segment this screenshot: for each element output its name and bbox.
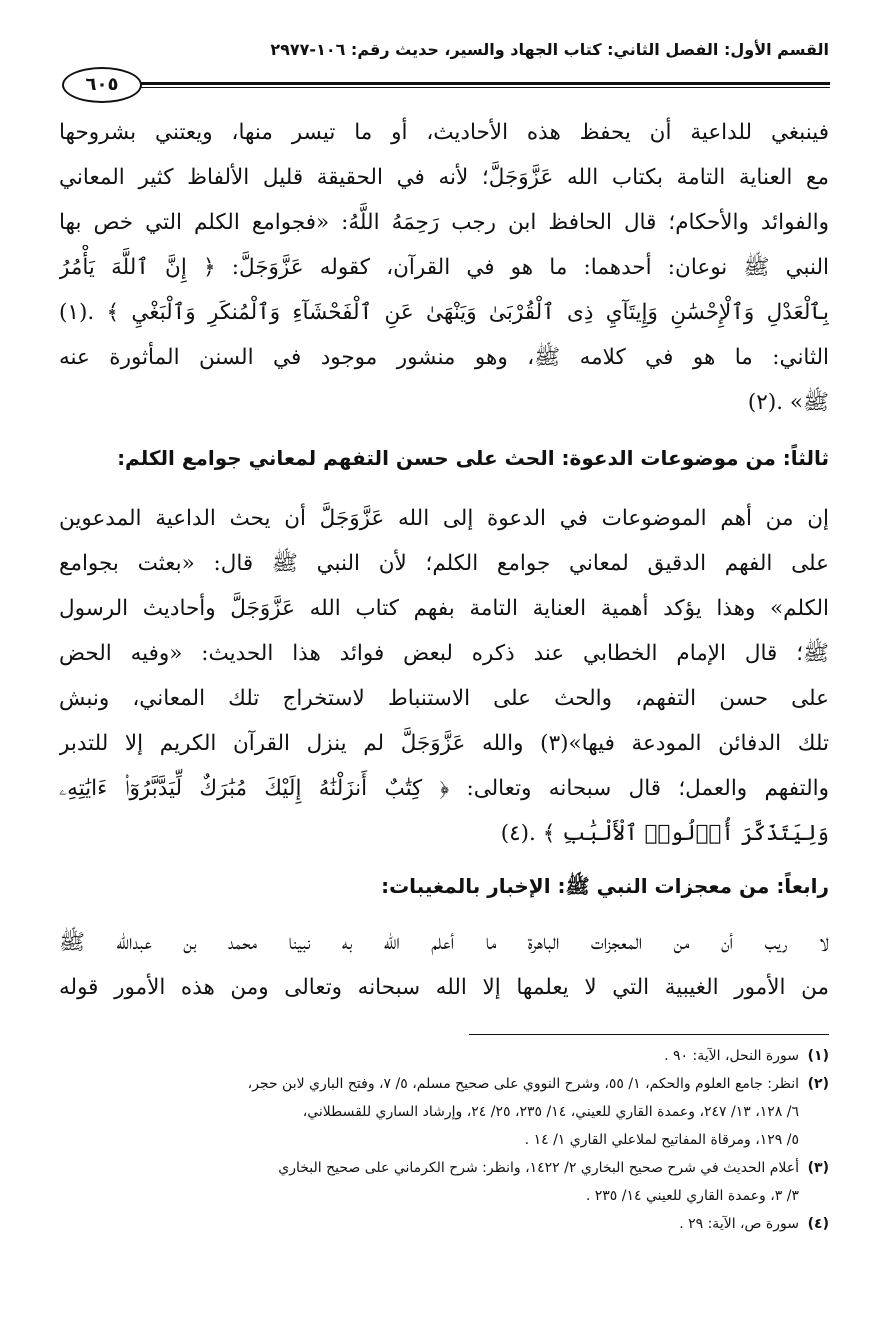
paragraph-1 <box>59 110 829 425</box>
text-line: الثاني: ما هو في كلامه ﷺ، وهو منشور موجود في السنن المأثورة عنه <box>59 345 829 370</box>
paragraph-2 <box>59 496 829 856</box>
text-line: النبي ﷺ نوعان: أحدهما: ما هو في القرآن، كقوله عَزَّوَجَلَّ: ﴿ إِنَّ ٱللَّهَ يَأْمُرُ <box>59 255 829 280</box>
footnote-text: سورة النحل، الآية: ٩٠ . <box>664 1048 799 1064</box>
header-rule <box>140 82 830 88</box>
text-line: إن من أهم الموضوعات في الدعوة إلى الله عَزَّوَجَلَّ أن يحث الداعية المدعوين <box>59 506 829 531</box>
footnote-text: سورة ص، الآية: ٢٩ . <box>679 1216 799 1232</box>
footnote-text: ٦/ ١٢٨، ١٣/ ٢٤٧، وعمدة القاري للعيني، ١٤/ ٢٣٥، ٢٥/ ٢٤، وإرشاد الساري للقسطلاني، <box>302 1104 799 1120</box>
section-heading-4: رابعاً: من معجزات النبي ﷺ: الإخبار بالمغيبات: <box>381 874 829 898</box>
text-line: تلك الدفائن المودعة فيها»(٣) والله عَزَّوَجَلَّ لم ينزل القرآن الكريم إلا للتدبر <box>59 731 829 756</box>
text-line: ﷺ» .(٢) <box>747 390 829 415</box>
quran-verse-line: وَلِيَتَذَكَّرَ أُو۟لُوا۟ ٱلْأَلْبَٰبِ ﴾ .(٤) <box>500 821 829 846</box>
footnote-number: (٢) <box>807 1076 829 1092</box>
running-head: القسم الأول: الفصل الثاني: كتاب الجهاد والسير، حديث رقم: ١٠٦-٢٩٧٧ <box>270 40 829 59</box>
footnote-separator <box>469 1034 829 1035</box>
quran-verse-line: والتفهم والعمل؛ قال سبحانه وتعالى: ﴿ كِتَٰبٌ أَنزَلْنَٰهُ إِلَيْكَ مُبَٰرَكٌ لِّيَدَّبَّرُوٓا۟ ءَايَٰتِهِۦ <box>59 776 829 801</box>
footnote <box>59 1154 829 1210</box>
footnote-text: أعلام الحديث في شرح صحيح البخاري ٢/ ١٤٢٢، وانظر: شرح الكرماني على صحيح البخاري <box>278 1160 799 1176</box>
footnote-number: (٣) <box>807 1160 829 1176</box>
text-line: الكلم» وهذا يؤكد أهمية العناية التامة بفهم كتاب الله عَزَّوَجَلَّ وأحاديث الرسول <box>59 596 829 621</box>
text-line: مع العناية التامة بكتاب الله عَزَّوَجَلَّ؛ لأنه في الحقيقة قليل الألفاظ كثير المعاني <box>59 165 829 190</box>
footnote <box>59 1070 829 1154</box>
quran-verse-line: بِٱلْعَدْلِ وَٱلْإِحْسَٰنِ وَإِيتَآيِ ذِى ٱلْقُرْبَىٰ وَيَنْهَىٰ عَنِ ٱلْفَحْشَآءِ وَٱلْمُنكَرِ وَٱلْبَغْيِ ﴾ .(١) <box>59 300 829 325</box>
text-line: لا ريب أن من المعجزات الباهرة ما أعلم الله به نبينا محمد بن عبدالله ﷺ <box>59 930 829 955</box>
footnote <box>59 1210 829 1238</box>
footnote-text: ٥/ ١٢٩، ومرقاة المفاتيح لملاعلي القاري ١/ ١٤ . <box>524 1132 799 1148</box>
footnote-number: (٤) <box>807 1216 829 1232</box>
text-line: ﷺ؛ قال الإمام الخطابي عند ذكره لبعض فوائد هذا الحديث: «وفيه الحض <box>59 641 829 666</box>
footnote-text: انظر: جامع العلوم والحكم، ١/ ٥٥، وشرح النووي على صحيح مسلم، ٥/ ٧، وفتح الباري لابن حجر، <box>247 1076 799 1092</box>
paragraph-3 <box>59 920 829 1010</box>
text-line: فينبغي للداعية أن يحفظ هذه الأحاديث، أو ما تيسر منها، ويعتني بشروحها <box>59 120 829 145</box>
text-line: والفوائد والأحكام؛ قال الحافظ ابن رجب رَحِمَهُ اللَّهُ: «فجوامع الكلم التي خص بها <box>59 210 829 235</box>
footnote-text: ٣/ ٣، وعمدة القاري للعيني ١٤/ ٢٣٥ . <box>585 1188 799 1204</box>
footnote <box>59 1042 829 1070</box>
footnotes <box>59 1042 829 1238</box>
text-line: على الفهم الدقيق لمعاني جوامع الكلم؛ لأن النبي ﷺ قال: «بعثت بجوامع <box>59 551 829 576</box>
text-line: من الأمور الغيبية التي لا يعلمها إلا الله سبحانه وتعالى ومن هذه الأمور قوله <box>59 975 829 1000</box>
text-line: على حسن التفهم، والحث على الاستنباط لاستخراج تلك المعاني، ونبش <box>59 686 829 711</box>
page-number: ٦٠٥ <box>62 67 142 103</box>
footnote-number: (١) <box>807 1048 829 1064</box>
section-heading-3: ثالثاً: من موضوعات الدعوة: الحث على حسن التفهم لمعاني جوامع الكلم: <box>117 446 829 470</box>
